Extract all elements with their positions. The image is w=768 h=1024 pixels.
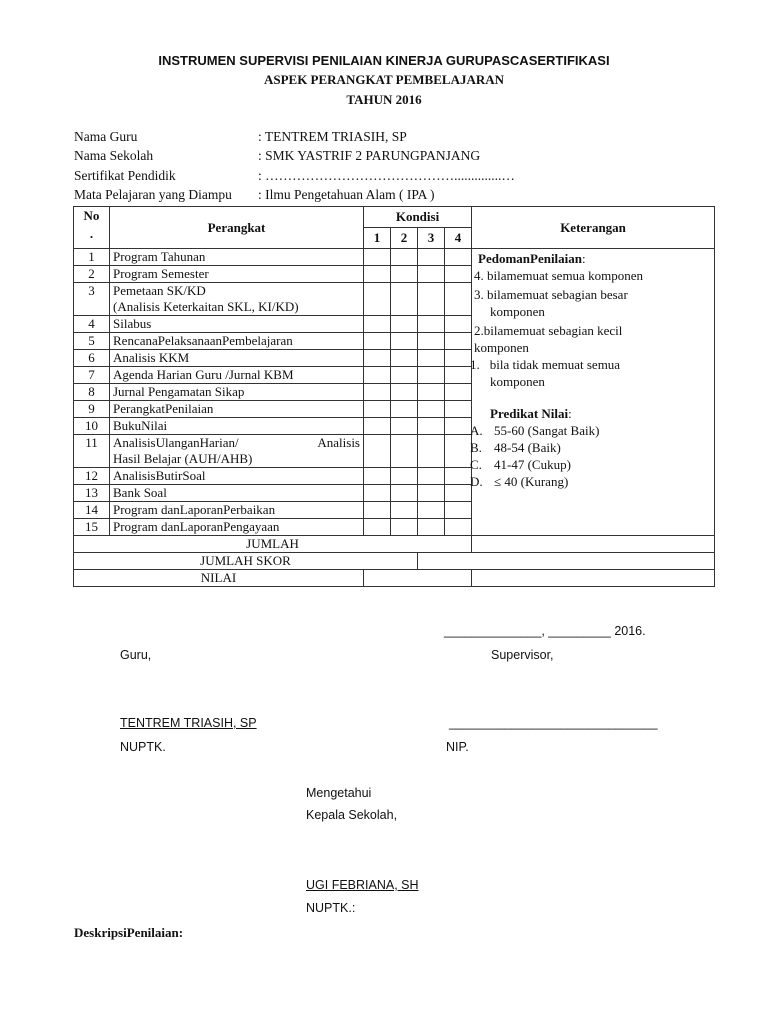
pedoman-1b: komponen	[490, 374, 545, 389]
row-item: RencanaPelaksanaanPembelajaran	[110, 333, 364, 350]
score-cell[interactable]	[418, 316, 445, 333]
score-cell[interactable]	[418, 468, 445, 485]
score-cell[interactable]	[418, 266, 445, 283]
row-item: BukuNilai	[110, 418, 364, 435]
nilai-row	[74, 570, 715, 587]
pedoman-3b: komponen	[490, 304, 545, 319]
score-cell[interactable]	[418, 350, 445, 367]
col-perangkat-header: Perangkat	[110, 207, 364, 249]
deskripsi-heading: DeskripsiPenilaian:	[74, 925, 184, 940]
score-cell[interactable]	[364, 384, 391, 401]
row-item-line1-right: Analisis	[317, 435, 360, 450]
jumlah-skor-row	[74, 553, 715, 570]
jumlah-skor-value[interactable]	[418, 553, 715, 570]
score-cell[interactable]	[445, 367, 472, 384]
predikat-text: 55-60 (Sangat Baik)	[494, 423, 600, 438]
row-no: 3	[74, 283, 110, 316]
row-no: 6	[74, 350, 110, 367]
jumlah-value[interactable]	[472, 536, 715, 553]
score-cell[interactable]	[445, 519, 472, 536]
score-cell[interactable]	[364, 249, 391, 266]
score-cell[interactable]	[445, 401, 472, 418]
pedoman-title: PedomanPenilaian	[478, 251, 583, 266]
row-item: PerangkatPenilaian	[110, 401, 364, 418]
score-cell[interactable]	[391, 367, 418, 384]
score-cell[interactable]	[391, 401, 418, 418]
info-label: Mata Pelajaran yang Diampu	[74, 187, 232, 202]
score-cell[interactable]	[391, 350, 418, 367]
info-label: Sertifikat Pendidik	[74, 168, 176, 183]
row-no: 2	[74, 266, 110, 283]
score-cell[interactable]	[445, 316, 472, 333]
keterangan-content	[470, 250, 710, 490]
predikat-c	[470, 456, 710, 473]
row-item-line1: Pemetaan SK/KD	[113, 283, 206, 298]
nilai-value[interactable]	[472, 570, 715, 587]
score-cell[interactable]	[391, 384, 418, 401]
row-item	[110, 283, 364, 316]
row-no: 4	[74, 316, 110, 333]
score-cell[interactable]	[418, 435, 445, 468]
score-cell[interactable]	[418, 333, 445, 350]
row-item: Bank Soal	[110, 485, 364, 502]
score-cell[interactable]	[391, 435, 418, 468]
nilai-label: NILAI	[74, 570, 364, 587]
score-cell[interactable]	[445, 468, 472, 485]
score-cell[interactable]	[418, 367, 445, 384]
date-line: ______________, _________ 2016.	[444, 624, 646, 638]
predikat-letter: C.	[470, 457, 482, 472]
pedoman-2b: komponen	[474, 340, 529, 355]
score-cell[interactable]	[445, 333, 472, 350]
row-item: Jurnal Pengamatan Sikap	[110, 384, 364, 401]
score-cell[interactable]	[364, 485, 391, 502]
score-cell[interactable]	[364, 266, 391, 283]
predikat-a	[470, 422, 710, 439]
doc-title-line2: ASPEK PERANGKAT PEMBELAJARAN	[263, 72, 505, 87]
score-cell[interactable]	[445, 283, 472, 316]
score-cell[interactable]	[391, 418, 418, 435]
info-value: : ……………………………………..............…	[258, 168, 515, 183]
score-cell[interactable]	[445, 485, 472, 502]
pedoman-2a: 2.bilamemuat sebagian kecil	[474, 323, 623, 338]
kepala-nuptk: NUPTK.:	[306, 901, 356, 915]
score-cell[interactable]	[418, 249, 445, 266]
row-item: Agenda Harian Guru /Jurnal KBM	[110, 367, 364, 384]
score-cell[interactable]	[364, 435, 391, 468]
score-cell[interactable]	[445, 266, 472, 283]
row-item: Program Tahunan	[110, 249, 364, 266]
row-no: 8	[74, 384, 110, 401]
pedoman-heading	[470, 250, 710, 267]
info-sertifikat	[74, 168, 515, 184]
predikat-text: ≤ 40 (Kurang)	[494, 474, 569, 489]
kepala-name: UGI FEBRIANA, SH	[306, 878, 419, 892]
col-kondisi-header: Kondisi	[364, 207, 472, 228]
score-cell[interactable]	[391, 283, 418, 316]
row-no: 11	[74, 435, 110, 468]
col-no-dot: .	[89, 226, 94, 241]
kepala-label: Kepala Sekolah,	[306, 808, 398, 822]
score-cell[interactable]	[391, 249, 418, 266]
score-cell[interactable]	[364, 316, 391, 333]
doc-title-line1: INSTRUMEN SUPERVISI PENILAIAN KINERJA GURUPASCASERTIFIKASI	[158, 53, 610, 68]
score-cell[interactable]	[445, 435, 472, 468]
predikat-title: Predikat Nilai	[490, 406, 569, 421]
score-cell[interactable]	[445, 418, 472, 435]
predikat-letter: D.	[470, 474, 483, 489]
supervisor-label: Supervisor,	[491, 648, 554, 662]
pedoman-1-text: bila tidak memuat semua	[489, 357, 621, 372]
nuptk-label: NUPTK.	[120, 740, 166, 754]
kondisi-col-4: 4	[445, 228, 472, 249]
predikat-b	[470, 439, 710, 456]
row-item: Program danLaporanPerbaikan	[110, 502, 364, 519]
score-cell[interactable]	[364, 519, 391, 536]
row-no: 7	[74, 367, 110, 384]
predikat-text: 41-47 (Cukup)	[494, 457, 571, 472]
info-value: : SMK YASTRIF 2 PARUNGPANJANG	[258, 148, 481, 163]
row-item: AnalisisButirSoal	[110, 468, 364, 485]
predikat-letter: A.	[470, 423, 483, 438]
row-no: 13	[74, 485, 110, 502]
score-cell[interactable]	[391, 316, 418, 333]
row-no: 5	[74, 333, 110, 350]
pedoman-4: 4. bilamemuat semua komponen	[474, 268, 643, 283]
info-nama-guru	[74, 129, 407, 145]
score-cell[interactable]	[418, 283, 445, 316]
score-cell[interactable]	[391, 266, 418, 283]
row-item: Silabus	[110, 316, 364, 333]
score-cell[interactable]	[391, 502, 418, 519]
jumlah-row	[74, 536, 715, 553]
info-mapel	[74, 187, 434, 203]
supervisor-name-line: ______________________________	[449, 716, 658, 730]
row-no: 9	[74, 401, 110, 418]
pedoman-1a	[470, 356, 710, 373]
score-cell[interactable]	[364, 283, 391, 316]
score-cell[interactable]	[418, 418, 445, 435]
row-no: 14	[74, 502, 110, 519]
predikat-text: 48-54 (Baik)	[494, 440, 561, 455]
info-value: : Ilmu Pengetahuan Alam ( IPA )	[258, 187, 435, 202]
score-cell[interactable]	[418, 485, 445, 502]
score-cell[interactable]	[364, 333, 391, 350]
mengetahui-label: Mengetahui	[306, 786, 372, 800]
guru-label: Guru,	[120, 648, 152, 662]
score-cell[interactable]	[391, 468, 418, 485]
nip-label: NIP.	[446, 740, 469, 754]
col-keterangan-header: Keterangan	[472, 207, 715, 249]
info-label: Nama Sekolah	[74, 148, 154, 163]
score-cell[interactable]	[364, 367, 391, 384]
row-item: Program Semester	[110, 266, 364, 283]
score-cell[interactable]	[391, 519, 418, 536]
info-label: Nama Guru	[74, 129, 138, 144]
score-cell[interactable]	[364, 468, 391, 485]
score-cell[interactable]	[445, 502, 472, 519]
kondisi-col-2: 2	[391, 228, 418, 249]
score-cell[interactable]	[391, 485, 418, 502]
row-no: 12	[74, 468, 110, 485]
row-item-line1: AnalisisUlanganHarian/	[113, 435, 239, 450]
pedoman-1-num: 1.	[470, 357, 480, 372]
score-cell[interactable]	[445, 384, 472, 401]
col-no-header	[74, 207, 110, 249]
row-item-line2: Hasil Belajar (AUH/AHB)	[113, 451, 253, 466]
score-cell[interactable]	[418, 502, 445, 519]
score-cell[interactable]	[364, 502, 391, 519]
row-no: 10	[74, 418, 110, 435]
score-cell[interactable]	[364, 401, 391, 418]
info-value: : TENTREM TRIASIH, SP	[258, 129, 407, 144]
pedoman-3a: 3. bilamemuat sebagian besar	[474, 287, 628, 302]
score-cell[interactable]	[364, 350, 391, 367]
score-cell[interactable]	[418, 401, 445, 418]
predikat-letter: B.	[470, 440, 482, 455]
kondisi-col-3: 3	[418, 228, 445, 249]
score-cell[interactable]	[445, 249, 472, 266]
predikat-heading	[470, 405, 710, 422]
kondisi-col-1: 1	[364, 228, 391, 249]
doc-title-line3: TAHUN 2016	[346, 92, 422, 107]
row-no: 15	[74, 519, 110, 536]
score-cell[interactable]	[391, 333, 418, 350]
score-cell[interactable]	[418, 519, 445, 536]
score-cell[interactable]	[418, 384, 445, 401]
row-item: Analisis KKM	[110, 350, 364, 367]
pedoman-colon: :	[582, 251, 586, 266]
score-cell[interactable]	[364, 418, 391, 435]
info-nama-sekolah	[74, 148, 480, 164]
predikat-colon: :	[568, 406, 572, 421]
jumlah-skor-label: JUMLAH SKOR	[74, 553, 418, 570]
row-item: Program danLaporanPengayaan	[110, 519, 364, 536]
jumlah-label: JUMLAH	[74, 536, 472, 553]
score-cell[interactable]	[445, 350, 472, 367]
nilai-spacer	[364, 570, 472, 587]
predikat-d	[470, 473, 710, 490]
row-item-line2: (Analisis Keterkaitan SKL, KI/KD)	[113, 299, 299, 314]
row-no: 1	[74, 249, 110, 266]
guru-name: TENTREM TRIASIH, SP	[120, 716, 257, 730]
col-no-label: No	[83, 208, 100, 223]
row-item	[110, 435, 364, 468]
